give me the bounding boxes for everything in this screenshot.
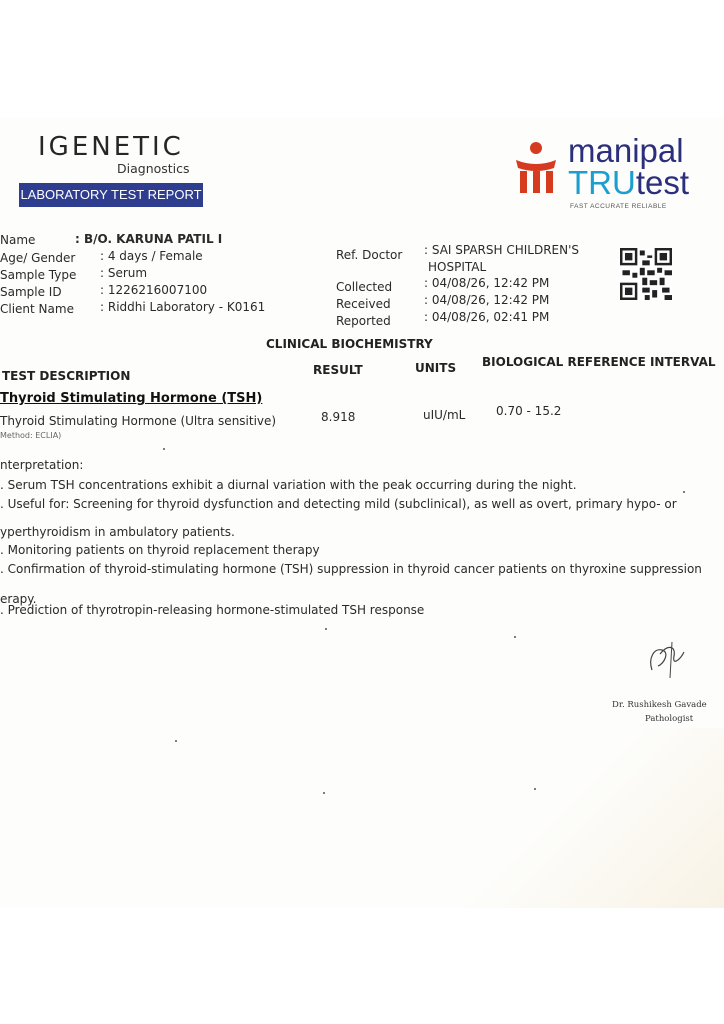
- speck: [175, 740, 177, 742]
- name-label: Name: [0, 233, 36, 247]
- sample-type-label: Sample Type: [0, 268, 77, 282]
- interpretation-line-2: . Useful for: Screening for thyroid dysfunction and detecting mild (subclinical), as well as overt, primary hypo- or: [0, 497, 677, 511]
- trutest-logo-text: [568, 164, 689, 202]
- speck: [683, 491, 685, 493]
- speck: [323, 792, 325, 794]
- speck: [325, 628, 327, 630]
- age-gender-value: : 4 days / Female: [100, 249, 203, 263]
- client-name-label: Client Name: [0, 302, 74, 316]
- manipal-figure-icon: [506, 138, 566, 208]
- col-reference-interval: BIOLOGICAL REFERENCE INTERVAL: [482, 355, 716, 369]
- interpretation-line-4: . Monitoring patients on thyroid replacement therapy: [0, 543, 320, 557]
- ref-doctor-hospital: HOSPITAL: [428, 260, 487, 274]
- col-result: RESULT: [313, 363, 363, 377]
- ref-doctor-label: Ref. Doctor: [336, 248, 403, 262]
- col-units: UNITS: [415, 361, 457, 375]
- collected-value: : 04/08/26, 12:42 PM: [424, 276, 550, 290]
- received-value: : 04/08/26, 12:42 PM: [424, 293, 550, 307]
- ref-doctor-value: : SAI SPARSH CHILDREN'S: [424, 243, 580, 257]
- report-banner: LABORATORY TEST REPORT: [19, 183, 203, 207]
- test-row-units: uIU/mL: [423, 408, 466, 422]
- interpretation-line-7: . Prediction of thyrotropin-releasing hormone-stimulated TSH response: [0, 603, 425, 617]
- test-heading: Thyroid Stimulating Hormone (TSH): [0, 391, 263, 406]
- name-value: : B/O. KARUNA PATIL I: [75, 232, 223, 246]
- interpretation-title: nterpretation:: [0, 458, 84, 472]
- igenetic-logo: [38, 134, 208, 176]
- sample-id-value: : 1226216007100: [100, 283, 208, 297]
- test-row-result: 8.918: [321, 410, 356, 424]
- pathologist-title: Pathologist: [645, 714, 694, 724]
- collected-label: Collected: [336, 280, 393, 294]
- trutest-logo-tru: TRU: [568, 164, 636, 201]
- speck: [514, 636, 516, 638]
- manipal-logo-text: manipal: [568, 132, 684, 169]
- manipal-tagline: FAST ACCURATE RELIABLE: [570, 203, 667, 210]
- test-row-name: Thyroid Stimulating Hormone (Ultra sensitive): [0, 414, 277, 428]
- signature-scribble-icon: [640, 640, 690, 680]
- interpretation-line-1: . Serum TSH concentrations exhibit a diurnal variation with the peak occurring during the night.: [0, 478, 577, 492]
- reported-label: Reported: [336, 314, 391, 328]
- test-row-reference: 0.70 - 15.2: [496, 404, 562, 418]
- speck: [163, 448, 165, 450]
- interpretation-line-6: erapy.: [0, 592, 37, 606]
- reported-value: : 04/08/26, 02:41 PM: [424, 310, 550, 324]
- manipal-trutest-logo: [506, 132, 706, 222]
- sample-type-value: : Serum: [100, 266, 148, 280]
- igenetic-logo-text: IGENETIC: [38, 132, 184, 162]
- age-gender-label: Age/ Gender: [0, 251, 76, 265]
- pathologist-name: Dr. Rushikesh Gavade: [612, 700, 707, 710]
- trutest-logo-test: test: [635, 164, 690, 201]
- qr-code-icon: [620, 248, 672, 300]
- paper-shadow: [464, 728, 724, 908]
- received-label: Received: [336, 297, 391, 311]
- interpretation-line-5: . Confirmation of thyroid-stimulating hormone (TSH) suppression in thyroid cancer patients on thyroxine suppression: [0, 562, 702, 576]
- interpretation-line-3: yperthyroidism in ambulatory patients.: [0, 525, 235, 539]
- igenetic-logo-subtitle: Diagnostics: [117, 161, 190, 176]
- speck: [534, 788, 536, 790]
- section-title: CLINICAL BIOCHEMISTRY: [266, 337, 433, 351]
- client-name-value: : Riddhi Laboratory - K0161: [100, 300, 266, 314]
- sample-id-label: Sample ID: [0, 285, 62, 299]
- col-test-description: TEST DESCRIPTION: [2, 369, 131, 383]
- test-row-method: Method: ECLIA): [0, 431, 62, 440]
